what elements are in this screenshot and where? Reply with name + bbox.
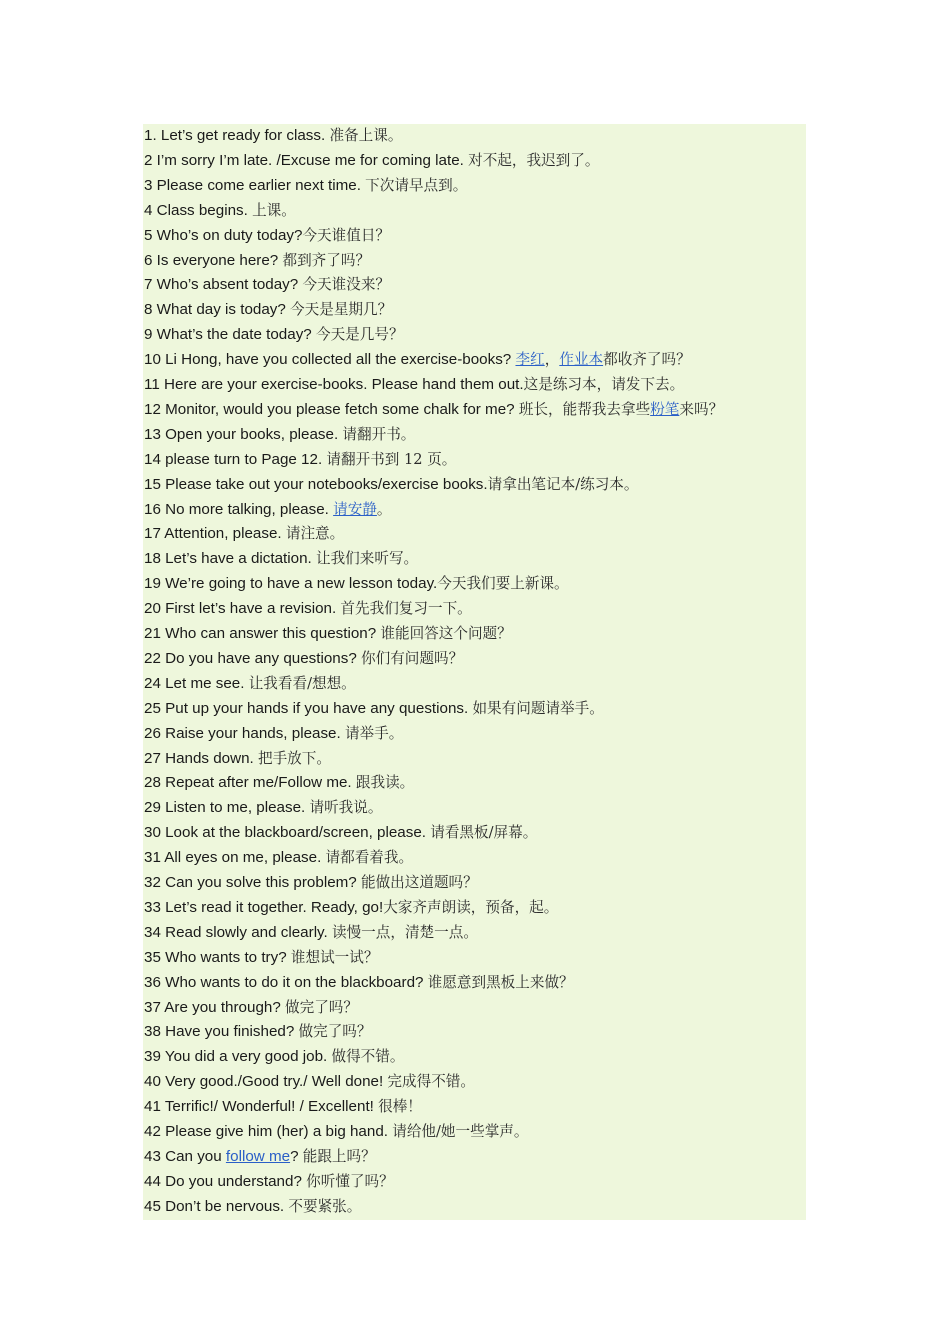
phrase-line xyxy=(144,871,478,896)
phrase-line xyxy=(144,498,392,523)
english-phrase: 44 Do you understand? xyxy=(144,1172,307,1190)
chinese-translation: 让我看看/想想。 xyxy=(248,674,356,692)
phrase-line xyxy=(144,971,574,996)
chinese-translation: 请拿出笔记本/练习本。 xyxy=(487,475,639,493)
chinese-translation: 完成得不错。 xyxy=(387,1073,475,1091)
chinese-translation: 谁想试一试？ xyxy=(290,948,379,966)
phrase-line xyxy=(144,622,512,647)
phrase-line xyxy=(144,124,402,149)
english-phrase: 20 First let’s have a revision. xyxy=(144,600,341,618)
phrase-line xyxy=(144,697,604,722)
phrase-line xyxy=(144,1020,372,1045)
phrase-line xyxy=(144,1095,422,1120)
english-phrase: 9 What’s the date today? xyxy=(144,326,316,344)
chinese-translation: 首先我们复习一下。 xyxy=(340,600,472,618)
phrase-line xyxy=(144,448,456,473)
english-phrase: 24 Let me see. xyxy=(144,674,249,692)
chinese-translation: 谁愿意到黑板上来做？ xyxy=(427,973,574,991)
chinese-translation: 请注意。 xyxy=(285,525,345,543)
chinese-translation: 请给他/她一些掌声。 xyxy=(392,1123,529,1140)
english-phrase: 26 Raise your hands, please. xyxy=(144,724,345,742)
english-phrase: 41 Terrific!/ Wonderful! / Excellent! xyxy=(144,1098,379,1116)
chinese-translation: 请听我说。 xyxy=(309,799,383,817)
english-phrase: 39 You did a very good job. xyxy=(144,1048,332,1066)
english-phrase: 21 Who can answer this question? xyxy=(144,625,381,642)
chinese-translation: 读慢一点，清楚一点。 xyxy=(331,923,478,941)
english-phrase: 15 Please take out your notebooks/exercise books. xyxy=(144,475,488,493)
english-phrase: 37 Are you through? xyxy=(144,998,286,1016)
english-phrase: 3 Please come earlier next time. xyxy=(144,176,366,194)
phrase-line xyxy=(144,174,467,199)
chinese-translation: 下次请早点到。 xyxy=(365,176,468,194)
phrase-line xyxy=(144,298,392,323)
chinese-translation: 都收齐了吗？ xyxy=(603,351,691,369)
english-phrase: 38 Have you finished? xyxy=(144,1023,299,1041)
phrase-line xyxy=(144,747,331,772)
english-phrase: 5 Who’s on duty today? xyxy=(144,226,303,244)
phrase-line xyxy=(144,796,382,821)
phrase-line xyxy=(144,1120,528,1145)
english-phrase: 40 Very good./Good try./ Well done! xyxy=(144,1073,388,1091)
chinese-translation: 上课。 xyxy=(252,201,296,219)
phrase-line xyxy=(144,398,723,423)
chinese-translation: 不要紧张。 xyxy=(288,1197,362,1215)
phrase-line xyxy=(144,722,403,747)
chinese-translation: 让我们来听写。 xyxy=(315,550,419,568)
chinese-translation: 请翻开书。 xyxy=(342,425,416,443)
phrase-line xyxy=(144,249,370,274)
english-phrase: 6 Is everyone here? xyxy=(144,251,283,269)
phrase-line xyxy=(144,946,378,971)
phrase-line xyxy=(144,572,569,597)
english-phrase: 28 Repeat after me/Follow me. xyxy=(144,774,356,792)
chinese-translation-tail: 。 xyxy=(376,500,392,518)
english-phrase: 30 Look at the blackboard/screen, please. xyxy=(144,824,431,842)
chinese-translation: 这是练习本，请发下去。 xyxy=(523,376,685,393)
phrase-line xyxy=(144,921,478,946)
chinese-translation: 做完了吗？ xyxy=(285,998,358,1016)
phrase-line xyxy=(144,547,418,572)
english-phrase: 36 Who wants to do it on the blackboard? xyxy=(144,973,428,991)
chinese-translation: 能跟上吗？ xyxy=(302,1147,376,1165)
chinese-translation: 如果有问题请举手。 xyxy=(472,699,604,717)
english-phrase: 22 Do you have any questions? xyxy=(144,649,361,667)
chinese-translation: 请看黑板/屏幕。 xyxy=(430,824,538,842)
english-phrase: 34 Read slowly and clearly. xyxy=(144,923,332,941)
phrase-line xyxy=(144,1195,361,1220)
english-phrase: 27 Hands down. xyxy=(144,749,258,767)
english-phrase: 18 Let’s have a dictation. xyxy=(144,550,316,568)
phrase-line xyxy=(144,1170,394,1195)
chinese-translation: 今天谁没来？ xyxy=(302,276,391,294)
english-phrase: 42 Please give him (her) a big hand. xyxy=(144,1123,393,1140)
english-phrase: 14 please turn to Page 12. xyxy=(144,450,327,468)
chinese-translation: 跟我读。 xyxy=(355,774,415,792)
chinese-translation: 做得不错。 xyxy=(331,1048,405,1066)
english-phrase: 31 All eyes on me, please. xyxy=(144,849,326,867)
chinese-translation-tail: 来吗？ xyxy=(679,400,724,418)
english-phrase: 29 Listen to me, please. xyxy=(144,799,310,817)
english-phrase: 43 Can you xyxy=(144,1147,226,1165)
inline-link[interactable]: follow me xyxy=(225,1147,291,1165)
phrase-line xyxy=(144,423,415,448)
inline-link[interactable]: 请安静 xyxy=(333,500,377,518)
phrase-line xyxy=(144,199,296,224)
english-phrase: 4 Class begins. xyxy=(144,201,253,219)
phrase-line xyxy=(144,473,638,498)
chinese-translation: 都到齐了吗？ xyxy=(282,251,371,269)
phrase-line xyxy=(144,348,691,373)
chinese-translation: 今天谁值日？ xyxy=(302,226,391,244)
chinese-translation: 今天是星期几？ xyxy=(290,301,393,319)
phrase-line xyxy=(144,821,537,846)
inline-link[interactable]: 粉笔 xyxy=(650,400,680,418)
phrase-line xyxy=(144,373,684,398)
chinese-translation: 对不起，我迟到了。 xyxy=(468,151,600,169)
english-phrase: 19 We’re going to have a new lesson today. xyxy=(144,575,438,593)
chinese-translation: 做完了吗？ xyxy=(298,1023,372,1041)
english-phrase: 2 I’m sorry I’m late. /Excuse me for coming late. xyxy=(144,151,469,169)
english-phrase: 32 Can you solve this problem? xyxy=(144,874,361,891)
chinese-translation: 今天是几号？ xyxy=(315,326,404,344)
phrase-line xyxy=(144,597,472,622)
chinese-translation: 班长，能帮我去拿些 xyxy=(518,400,651,418)
phrase-line xyxy=(144,846,413,871)
phrase-line xyxy=(144,522,344,547)
english-phrase: 17 Attention, please. xyxy=(144,525,286,543)
phrase-line xyxy=(144,1145,376,1170)
chinese-translation: 今天我们要上新课。 xyxy=(437,575,569,593)
english-phrase: 33 Let’s read it together. Ready, go! xyxy=(144,898,384,916)
chinese-translation: 准备上课。 xyxy=(329,127,403,144)
chinese-translation: 能做出这道题吗？ xyxy=(360,874,478,891)
phrase-line xyxy=(144,996,358,1021)
phrase-line xyxy=(144,149,599,174)
english-phrase: 12 Monitor, would you please fetch some chalk for me? xyxy=(144,400,519,418)
english-phrase: 8 What day is today? xyxy=(144,301,291,319)
phrase-line xyxy=(144,323,404,348)
phrase-line xyxy=(144,1070,475,1095)
chinese-translation: 请举手。 xyxy=(344,724,404,742)
english-phrase: 35 Who wants to try? xyxy=(144,948,291,966)
english-phrase: 11 Here are your exercise-books. Please hand them out. xyxy=(144,376,524,393)
phrase-line xyxy=(144,224,390,249)
english-phrase: 10 Li Hong, have you collected all the exercise-books? xyxy=(144,351,516,369)
inline-link[interactable]: 作业本 xyxy=(559,351,604,369)
chinese-translation: 把手放下。 xyxy=(257,749,331,767)
chinese-translation: 请翻开书到 12 页。 xyxy=(326,450,457,468)
chinese-translation: 大家齐声朗读，预备，起。 xyxy=(383,898,559,916)
english-phrase: 16 No more talking, please. xyxy=(144,500,334,518)
phrase-line xyxy=(144,273,390,298)
punctuation: ， xyxy=(544,351,560,369)
english-phrase: 25 Put up your hands if you have any questions. xyxy=(144,699,473,717)
english-phrase-tail: ? xyxy=(290,1147,303,1165)
chinese-translation: 你们有问题吗？ xyxy=(361,649,464,667)
english-phrase: 7 Who’s absent today? xyxy=(144,276,303,294)
phrase-line xyxy=(144,647,463,672)
english-phrase: 45 Don’t be nervous. xyxy=(144,1197,289,1215)
phrase-line xyxy=(144,672,356,697)
phrase-line xyxy=(144,1045,404,1070)
chinese-translation: 很棒！ xyxy=(378,1098,422,1116)
inline-link[interactable]: 李红 xyxy=(515,351,545,369)
chinese-translation: 你听懂了吗？ xyxy=(306,1172,394,1190)
chinese-translation: 请都看着我。 xyxy=(325,849,414,867)
english-phrase: 1. Let’s get ready for class. xyxy=(144,127,330,144)
chinese-translation: 谁能回答这个问题？ xyxy=(380,625,512,642)
phrase-line xyxy=(144,771,414,796)
english-phrase: 13 Open your books, please. xyxy=(144,425,343,443)
phrase-line xyxy=(144,896,558,921)
